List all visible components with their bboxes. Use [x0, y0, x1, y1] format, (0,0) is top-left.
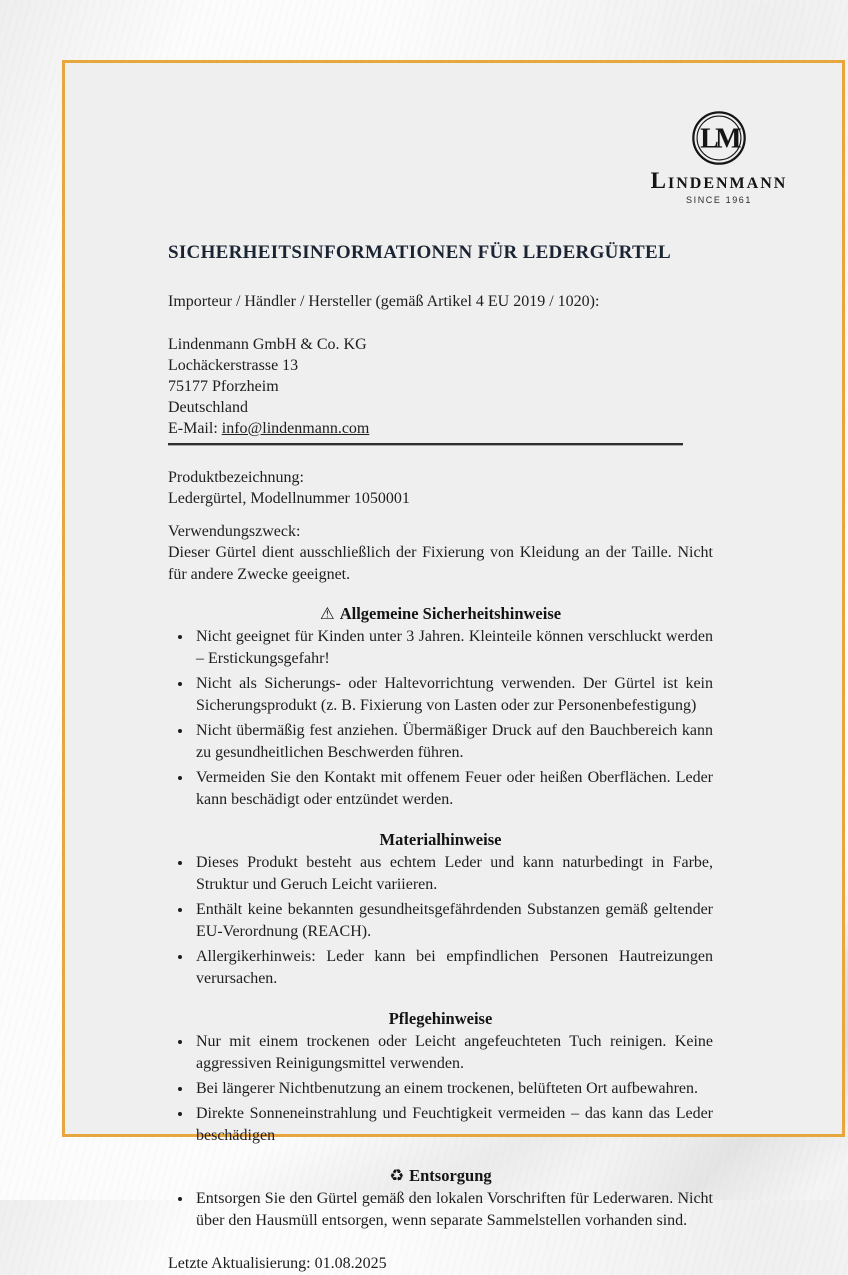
- document-body: [168, 241, 713, 1275]
- section-disposal-heading: [168, 1165, 713, 1187]
- section-safety-heading: [168, 603, 713, 625]
- importer-line: Importeur / Händler / Hersteller (gemäß Artikel 4 EU 2019 / 1020):: [168, 293, 600, 310]
- list-item: • Entsorgen Sie den Gürtel gemäß den lokalen Vorschriften für Lederwaren. Nicht über den Hausmüll entsorgen, wenn separate Sammelstellen vorhanden sind.: [193, 1188, 713, 1232]
- list-item: • Dieses Produkt besteht aus echtem Leder und kann naturbedingt in Farbe, Struktur und Geruch Leicht variieren.: [193, 852, 713, 896]
- section-material-title: Materialhinweise: [379, 830, 502, 849]
- care-bullet-list: [168, 1031, 713, 1147]
- section-care-title: Pflegehinweise: [388, 1009, 493, 1028]
- address-city: 75177 Pforzheim: [168, 377, 279, 395]
- section-disposal: [168, 1165, 713, 1232]
- email-label: E-Mail:: [168, 419, 222, 437]
- list-item: • Nicht geeignet für Kinden unter 3 Jahren. Kleinteile können verschluckt werden – Erstickungsgefahr!: [193, 626, 713, 670]
- product-block: [168, 467, 713, 510]
- address-block: [168, 334, 713, 439]
- address-street: Lochäckerstrasse 13: [168, 356, 299, 374]
- document-sheet: [62, 60, 845, 1272]
- list-item: • Nicht übermäßig fest anziehen. Übermäßiger Druck auf den Bauchbereich kann zu gesundheitlichen Beschwerden führen.: [193, 720, 713, 764]
- section-care-heading: [168, 1008, 713, 1030]
- brand-name: Lindenmann: [650, 168, 788, 193]
- email-line: [168, 418, 713, 439]
- list-item: • Direkte Sonneneinstrahlung und Feuchtigkeit vermeiden – das kann das Leder beschädigen: [193, 1103, 713, 1147]
- brand-logo: [629, 110, 809, 205]
- page-title: SICHERHEITSINFORMATIONEN FÜR LEDERGÜRTEL: [168, 242, 671, 263]
- product-label: Produktbezeichnung:: [168, 468, 304, 486]
- lindenmann-monogram-icon: [691, 110, 747, 166]
- section-safety-title: Allgemeine Sicherheitshinweise: [339, 604, 562, 623]
- list-item: • Enthält keine bekannten gesundheitsgefährdenden Substanzen gemäß geltender EU-Verordnung (REACH).: [193, 899, 713, 943]
- list-item: • Nur mit einem trockenen oder Leicht angefeuchteten Tuch reinigen. Keine aggressiven Reinigungsmittel verwenden.: [193, 1031, 713, 1075]
- section-material-heading: [168, 829, 713, 851]
- brand-tagline: SINCE 1961: [685, 195, 753, 205]
- address-country: Deutschland: [168, 398, 248, 416]
- recycle-icon: ♻: [389, 1166, 405, 1185]
- section-disposal-title: Entsorgung: [409, 1166, 492, 1185]
- purpose-label: Verwendungszweck:: [168, 522, 301, 540]
- safety-bullet-list: [168, 626, 713, 811]
- list-item: • Vermeiden Sie den Kontakt mit offenem Feuer oder heißen Oberflächen. Leder kann beschädigt oder entzündet werden.: [193, 767, 713, 811]
- product-value: Ledergürtel, Modellnummer 1050001: [168, 490, 410, 507]
- material-bullet-list: [168, 852, 713, 990]
- last-updated: Letzte Aktualisierung: 01.08.2025: [168, 1255, 387, 1272]
- section-material: [168, 829, 713, 990]
- warning-icon: ⚠: [319, 604, 335, 623]
- section-care: [168, 1008, 713, 1147]
- purpose-block: [168, 521, 713, 586]
- list-item: • Allergikerhinweis: Leder kann bei empfindlichen Personen Hautreizungen verursachen.: [193, 946, 713, 990]
- list-item: • Nicht als Sicherungs- oder Haltevorrichtung verwenden. Der Gürtel ist kein Sicherungsprodukt (z. B. Fixierung von Lasten oder zur Personenbefestigung): [193, 673, 713, 717]
- purpose-text: Dieser Gürtel dient ausschließlich der Fixierung von Kleidung an der Taille. Nicht für andere Zwecke geeignet.: [168, 544, 713, 583]
- disposal-bullet-list: [168, 1188, 713, 1232]
- list-item: • Bei längerer Nichtbenutzung an einem trockenen, belüfteten Ort aufbewahren.: [193, 1078, 713, 1100]
- address-company: Lindenmann GmbH & Co. KG: [168, 335, 367, 353]
- section-safety: [168, 603, 713, 811]
- monogram-letters: LM: [700, 123, 738, 155]
- email-link[interactable]: info@lindenmann.com: [221, 419, 370, 437]
- divider-rule: [168, 443, 683, 445]
